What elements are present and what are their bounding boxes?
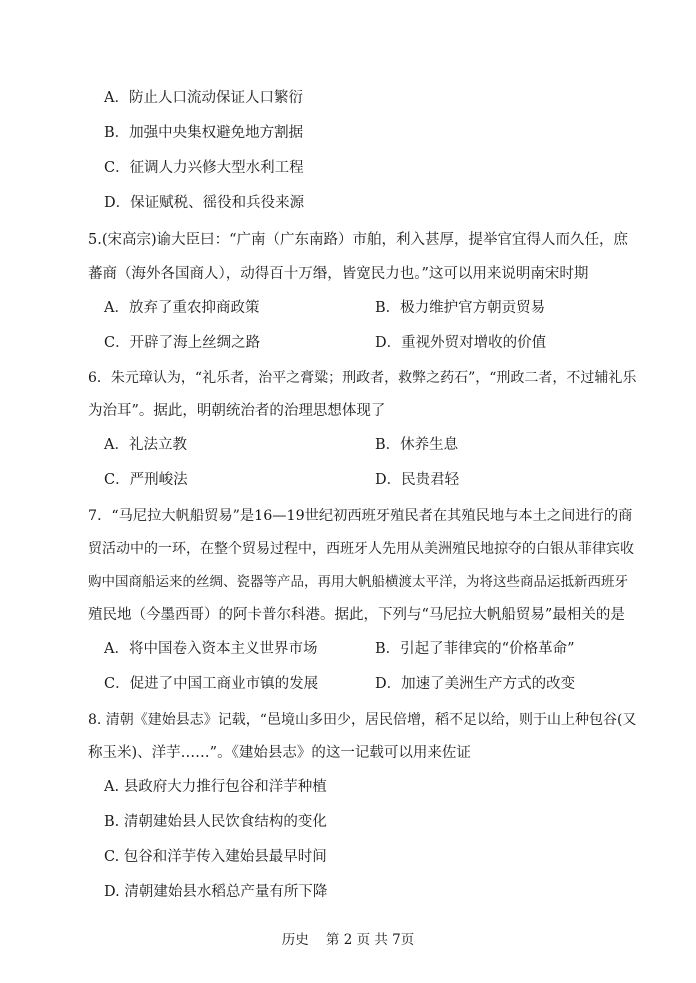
- q5-stem-line-1: 5.(宋高宗)谕大臣曰：“广南（广东南路）市舶，利入甚厚，提举官宜得人而久任，庶: [88, 232, 629, 248]
- q8-stem-line-1: 8. 清朝《建始县志》记载，“邑境山多田少，居民倍增，稻不足以给，则于山上种包谷(又: [88, 712, 637, 728]
- q8-stem-line-2: 称玉米)、洋芋……”。《建始县志》的这一记载可以用来佐证: [88, 745, 471, 761]
- q7-stem-line-1: 7．“马尼拉大帆船贸易”是16—19世纪初西班牙殖民者在其殖民地与本土之间进行的商: [88, 508, 633, 524]
- q6-stem-line-2: 为治耳”。据此，明朝统治者的治理思想体现了: [88, 403, 386, 419]
- page-footer: 历史 第 2 页 共 7页: [281, 932, 415, 948]
- q7-stem-line-2: 贸活动中的一环，在整个贸易过程中，西班牙人先用从美洲殖民地掠夺的白银从菲律宾收: [88, 541, 634, 557]
- q5-option-d: D．重视外贸对增收的价值: [375, 335, 547, 351]
- q4-option-c: C．征调人力兴修大型水利工程: [104, 160, 304, 176]
- q5-option-c: C．开辟了海上丝绸之路: [104, 335, 261, 351]
- q8-option-a: A. 县政府大力推行包谷和洋芋种植: [104, 779, 327, 795]
- q7-stem-line-3: 购中国商船运来的丝绸、瓷器等产品，再用大帆船横渡太平洋，为将这些商品运抵新西班牙: [88, 574, 628, 590]
- q6-option-b: B．休养生息: [375, 437, 459, 453]
- q7-option-c: C．促进了中国工商业市镇的发展: [104, 676, 319, 692]
- q5-option-b: B．极力维护官方朝贡贸易: [375, 300, 546, 316]
- q7-option-b: B．引起了菲律宾的“价格革命”: [375, 641, 575, 657]
- q5-stem-line-2: 蕃商（海外各国商人），动得百十万缗，皆宽民力也。”这可以用来说明南宋时期: [88, 266, 589, 282]
- q5-option-a: A．放弃了重农抑商政策: [104, 300, 260, 316]
- q6-option-a: A．礼法立教: [104, 437, 187, 453]
- q8-option-c: C. 包谷和洋芋传入建始县最早时间: [104, 849, 327, 865]
- q6-stem-line-1: 6．朱元璋认为，“礼乐者，治平之膏粱；刑政者，救弊之药石”，“刑政二者，不过辅礼乐: [88, 370, 637, 386]
- q7-option-d: D．加速了美洲生产方式的改变: [375, 676, 576, 692]
- q4-option-d: D．保证赋税、徭役和兵役来源: [104, 195, 305, 211]
- q7-option-a: A．将中国卷入资本主义世界市场: [104, 641, 318, 657]
- q6-option-d: D．民贵君轻: [375, 472, 460, 488]
- q8-option-d: D. 清朝建始县水稻总产量有所下降: [104, 884, 328, 900]
- q4-option-b: B．加强中央集权避免地方割据: [104, 125, 304, 141]
- q4-option-a: A．防止人口流动保证人口繁衍: [104, 90, 303, 106]
- q7-stem-line-4: 殖民地（今墨西哥）的阿卡普尔科港。据此，下列与“马尼拉大帆船贸易”最相关的是: [88, 607, 625, 623]
- q6-option-c: C．严刑峻法: [104, 472, 188, 488]
- q8-option-b: B. 清朝建始县人民饮食结构的变化: [104, 814, 327, 830]
